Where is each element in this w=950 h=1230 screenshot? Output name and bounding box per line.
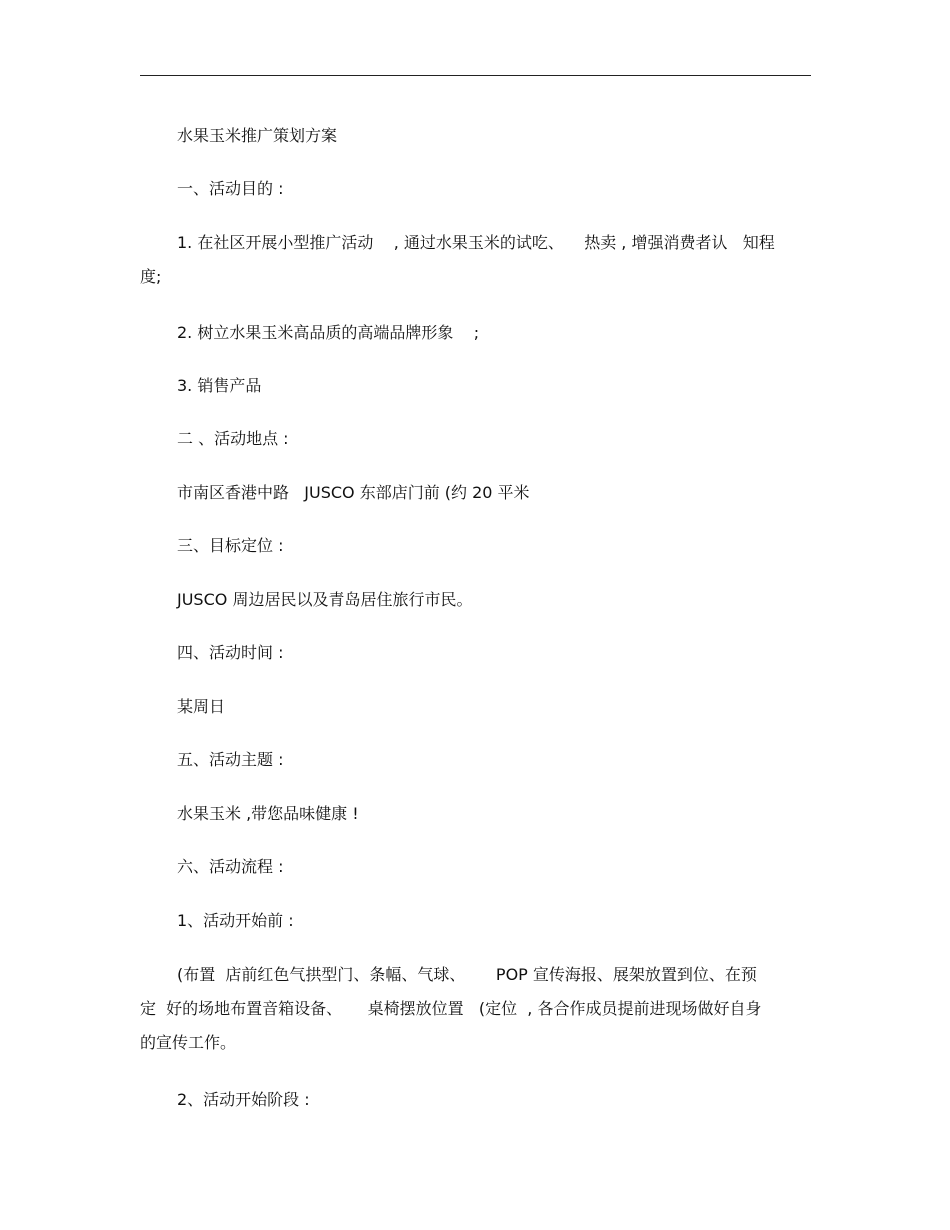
section-heading-time: 四、活动时间 : <box>177 643 284 662</box>
process-step-1-line-2: 定 好的场地布置音箱设备、 桌椅摆放位置 (定位 , 各合作成员提前进现场做好自身 <box>140 999 762 1018</box>
theme-body: 水果玉米 ,带您品味健康 ! <box>177 804 359 823</box>
time-body: 某周日 <box>177 697 226 716</box>
document-title: 水果玉米推广策划方案 <box>177 126 338 145</box>
process-step-1-heading: 1、活动开始前 : <box>177 911 294 930</box>
purpose-item-1 <box>140 226 811 294</box>
process-step-1-line-3: 的宣传工作。 <box>140 1033 237 1052</box>
section-heading-theme: 五、活动主题 : <box>177 750 284 769</box>
purpose-item-1-line-2: 度; <box>140 267 162 286</box>
process-step-1-line-1: (布置 店前红色气拱型门、条幅、气球、 POP 宣传海报、展架放置到位、在预 <box>177 965 757 984</box>
purpose-item-3: 3. 销售产品 <box>177 376 262 395</box>
header-rule <box>140 75 811 76</box>
process-step-1-body <box>140 958 811 1060</box>
section-heading-target: 三、目标定位 : <box>177 536 284 555</box>
purpose-item-2: 2. 树立水果玉米高品质的高端品牌形象 ; <box>177 323 480 342</box>
section-heading-purpose: 一、活动目的 : <box>177 179 284 198</box>
purpose-item-1-line-1: 1. 在社区开展小型推广活动 , 通过水果玉米的试吃、 热卖 , 增强消费者认 知程 <box>177 233 775 252</box>
section-heading-location: 二 、活动地点 : <box>177 429 289 448</box>
location-body: 市南区香港中路 JUSCO 东部店门前 (约 20 平米 <box>177 483 530 502</box>
target-body: JUSCO 周边居民以及青岛居住旅行市民。 <box>177 590 473 609</box>
section-heading-process: 六、活动流程 : <box>177 857 284 876</box>
process-step-2-heading: 2、活动开始阶段 : <box>177 1090 310 1109</box>
